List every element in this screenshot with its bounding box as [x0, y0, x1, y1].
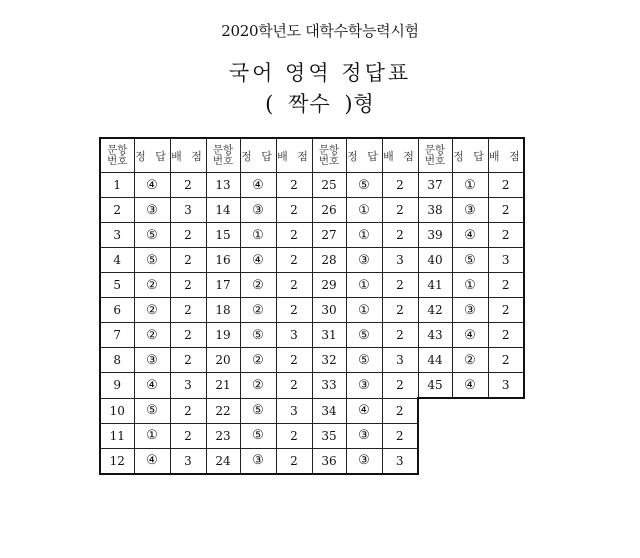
- empty-cell: [418, 423, 452, 448]
- type-close: )형: [344, 92, 375, 116]
- answer-cell: ⑤: [346, 173, 382, 198]
- table-row: [100, 223, 524, 248]
- answer-cell: ④: [452, 323, 488, 348]
- answer-key-table: [99, 137, 525, 475]
- answer-cell: ④: [134, 173, 170, 198]
- header-question-number-line1: 문항: [424, 143, 446, 156]
- question-number: 43: [418, 323, 452, 348]
- points-cell: 2: [276, 248, 312, 273]
- answer-cell: ⑤: [240, 398, 276, 423]
- points-cell: 2: [170, 248, 206, 273]
- table-row: [100, 173, 524, 198]
- answer-cell: ④: [346, 398, 382, 423]
- answer-cell: ①: [346, 298, 382, 323]
- points-cell: 3: [382, 448, 418, 474]
- answer-cell: ③: [240, 198, 276, 223]
- table-row: [100, 398, 524, 423]
- question-number: 39: [418, 223, 452, 248]
- header-question-number-line1: 문항: [107, 143, 128, 156]
- header-question-number: [418, 138, 452, 173]
- header-question-number-line1: 문항: [212, 143, 234, 156]
- answer-cell: ④: [452, 373, 488, 399]
- points-cell: 3: [170, 448, 206, 474]
- answer-cell: ⑤: [134, 223, 170, 248]
- type-name: 짝수: [288, 92, 331, 116]
- answer-cell: ⑤: [240, 323, 276, 348]
- header-points: 배 점: [276, 138, 312, 173]
- question-number: 19: [206, 323, 240, 348]
- question-number: 34: [312, 398, 346, 423]
- question-number: 13: [206, 173, 240, 198]
- points-cell: 2: [276, 423, 312, 448]
- header-question-number-line2: 번호: [107, 154, 128, 167]
- table-header-row: [100, 138, 524, 173]
- answer-cell: ①: [346, 198, 382, 223]
- header-answer: 정 답: [452, 138, 488, 173]
- question-number: 9: [100, 373, 134, 399]
- points-cell: 2: [170, 223, 206, 248]
- table-row: [100, 198, 524, 223]
- points-cell: 3: [276, 398, 312, 423]
- points-cell: 3: [382, 248, 418, 273]
- answer-cell: ④: [240, 248, 276, 273]
- page-title: 국어 영역 정답표: [228, 61, 412, 85]
- table-row: [100, 373, 524, 399]
- answer-cell: ③: [346, 448, 382, 474]
- header-points: 배 점: [382, 138, 418, 173]
- answer-cell: ②: [240, 348, 276, 373]
- points-cell: 2: [276, 273, 312, 298]
- header-question-number-line1: 문항: [318, 143, 340, 156]
- answer-cell: ④: [452, 223, 488, 248]
- question-number: 38: [418, 198, 452, 223]
- question-number: 18: [206, 298, 240, 323]
- question-number: 35: [312, 423, 346, 448]
- answer-cell: ②: [452, 348, 488, 373]
- answer-cell: ⑤: [134, 248, 170, 273]
- table-row: [100, 423, 524, 448]
- table-row: [100, 348, 524, 373]
- question-number: 44: [418, 348, 452, 373]
- empty-cell: [488, 448, 524, 474]
- answer-cell: ③: [452, 298, 488, 323]
- points-cell: 3: [170, 198, 206, 223]
- answer-cell: ①: [240, 223, 276, 248]
- points-cell: 2: [488, 273, 524, 298]
- header-points: 배 점: [488, 138, 524, 173]
- header-question-number-line2: 번호: [424, 154, 446, 167]
- question-number: 42: [418, 298, 452, 323]
- answer-cell: ④: [240, 173, 276, 198]
- empty-cell: [488, 398, 524, 423]
- question-number: 28: [312, 248, 346, 273]
- answer-cell: ③: [346, 248, 382, 273]
- answer-cell: ⑤: [452, 248, 488, 273]
- question-number: 11: [100, 423, 134, 448]
- answer-cell: ⑤: [240, 423, 276, 448]
- answer-cell: ③: [452, 198, 488, 223]
- points-cell: 2: [170, 398, 206, 423]
- points-cell: 2: [488, 298, 524, 323]
- question-number: 45: [418, 373, 452, 399]
- answer-cell: ②: [134, 298, 170, 323]
- points-cell: 2: [488, 223, 524, 248]
- question-number: 2: [100, 198, 134, 223]
- answer-cell: ⑤: [346, 348, 382, 373]
- header-answer: 정 답: [240, 138, 276, 173]
- answer-cell: ①: [452, 273, 488, 298]
- question-number: 36: [312, 448, 346, 474]
- table-row: [100, 323, 524, 348]
- points-cell: 2: [382, 198, 418, 223]
- question-number: 27: [312, 223, 346, 248]
- table-row: [100, 248, 524, 273]
- question-number: 22: [206, 398, 240, 423]
- points-cell: 3: [488, 248, 524, 273]
- question-number: 24: [206, 448, 240, 474]
- answer-cell: ③: [134, 198, 170, 223]
- question-number: 31: [312, 323, 346, 348]
- points-cell: 2: [276, 373, 312, 399]
- empty-cell: [452, 448, 488, 474]
- answer-cell: ②: [240, 373, 276, 399]
- table-row: [100, 298, 524, 323]
- answer-cell: ③: [346, 373, 382, 399]
- question-number: 1: [100, 173, 134, 198]
- table-body: [100, 173, 524, 474]
- question-number: 37: [418, 173, 452, 198]
- points-cell: 3: [276, 323, 312, 348]
- type-open-paren: (: [265, 92, 275, 116]
- question-number: 4: [100, 248, 134, 273]
- question-number: 5: [100, 273, 134, 298]
- header-question-number-line2: 번호: [212, 154, 234, 167]
- answer-cell: ③: [240, 448, 276, 474]
- question-number: 21: [206, 373, 240, 399]
- points-cell: 2: [382, 298, 418, 323]
- question-number: 12: [100, 448, 134, 474]
- question-number: 40: [418, 248, 452, 273]
- points-cell: 2: [276, 198, 312, 223]
- points-cell: 3: [382, 348, 418, 373]
- question-number: 32: [312, 348, 346, 373]
- question-number: 10: [100, 398, 134, 423]
- question-number: 16: [206, 248, 240, 273]
- question-number: 7: [100, 323, 134, 348]
- points-cell: 2: [382, 273, 418, 298]
- points-cell: 2: [488, 348, 524, 373]
- points-cell: 2: [382, 223, 418, 248]
- points-cell: 3: [488, 373, 524, 399]
- empty-cell: [452, 398, 488, 423]
- points-cell: 2: [276, 348, 312, 373]
- question-number: 33: [312, 373, 346, 399]
- question-number: 20: [206, 348, 240, 373]
- question-number: 29: [312, 273, 346, 298]
- table-row: [100, 273, 524, 298]
- empty-cell: [418, 398, 452, 423]
- answer-cell: ④: [134, 373, 170, 399]
- points-cell: 2: [276, 298, 312, 323]
- answer-cell: ⑤: [346, 323, 382, 348]
- answer-cell: ③: [346, 423, 382, 448]
- question-number: 41: [418, 273, 452, 298]
- question-number: 26: [312, 198, 346, 223]
- header-question-number: [312, 138, 346, 173]
- answer-cell: ②: [134, 273, 170, 298]
- points-cell: 2: [488, 198, 524, 223]
- answer-cell: ①: [452, 173, 488, 198]
- header-question-number-line2: 번호: [318, 154, 340, 167]
- points-cell: 2: [382, 423, 418, 448]
- exam-subtitle: 2020학년도 대학수학능력시험: [221, 22, 419, 40]
- answer-cell: ⑤: [134, 398, 170, 423]
- points-cell: 2: [488, 173, 524, 198]
- points-cell: 2: [276, 223, 312, 248]
- question-number: 25: [312, 173, 346, 198]
- header-answer: 정 답: [134, 138, 170, 173]
- header-question-number: [100, 138, 134, 173]
- answer-cell: ②: [240, 273, 276, 298]
- table-row: [100, 448, 524, 474]
- answer-cell: ①: [134, 423, 170, 448]
- points-cell: 2: [170, 273, 206, 298]
- points-cell: 2: [276, 173, 312, 198]
- question-number: 3: [100, 223, 134, 248]
- points-cell: 3: [170, 373, 206, 399]
- points-cell: 2: [170, 173, 206, 198]
- empty-cell: [488, 423, 524, 448]
- answer-cell: ①: [346, 273, 382, 298]
- empty-cell: [452, 423, 488, 448]
- points-cell: 2: [276, 448, 312, 474]
- answer-cell: ③: [134, 348, 170, 373]
- answer-cell: ①: [346, 223, 382, 248]
- points-cell: 2: [488, 323, 524, 348]
- question-number: 6: [100, 298, 134, 323]
- question-number: 14: [206, 198, 240, 223]
- question-number: 8: [100, 348, 134, 373]
- points-cell: 2: [170, 323, 206, 348]
- answer-cell: ④: [134, 448, 170, 474]
- header-question-number: [206, 138, 240, 173]
- question-number: 23: [206, 423, 240, 448]
- points-cell: 2: [170, 348, 206, 373]
- header-answer: 정 답: [346, 138, 382, 173]
- points-cell: 2: [382, 373, 418, 399]
- question-number: 17: [206, 273, 240, 298]
- exam-type: [0, 88, 640, 118]
- answer-cell: ②: [134, 323, 170, 348]
- points-cell: 2: [170, 423, 206, 448]
- answer-cell: ②: [240, 298, 276, 323]
- points-cell: 2: [382, 173, 418, 198]
- question-number: 15: [206, 223, 240, 248]
- points-cell: 2: [382, 323, 418, 348]
- question-number: 30: [312, 298, 346, 323]
- points-cell: 2: [382, 398, 418, 423]
- empty-cell: [418, 448, 452, 474]
- points-cell: 2: [170, 298, 206, 323]
- header-points: 배 점: [170, 138, 206, 173]
